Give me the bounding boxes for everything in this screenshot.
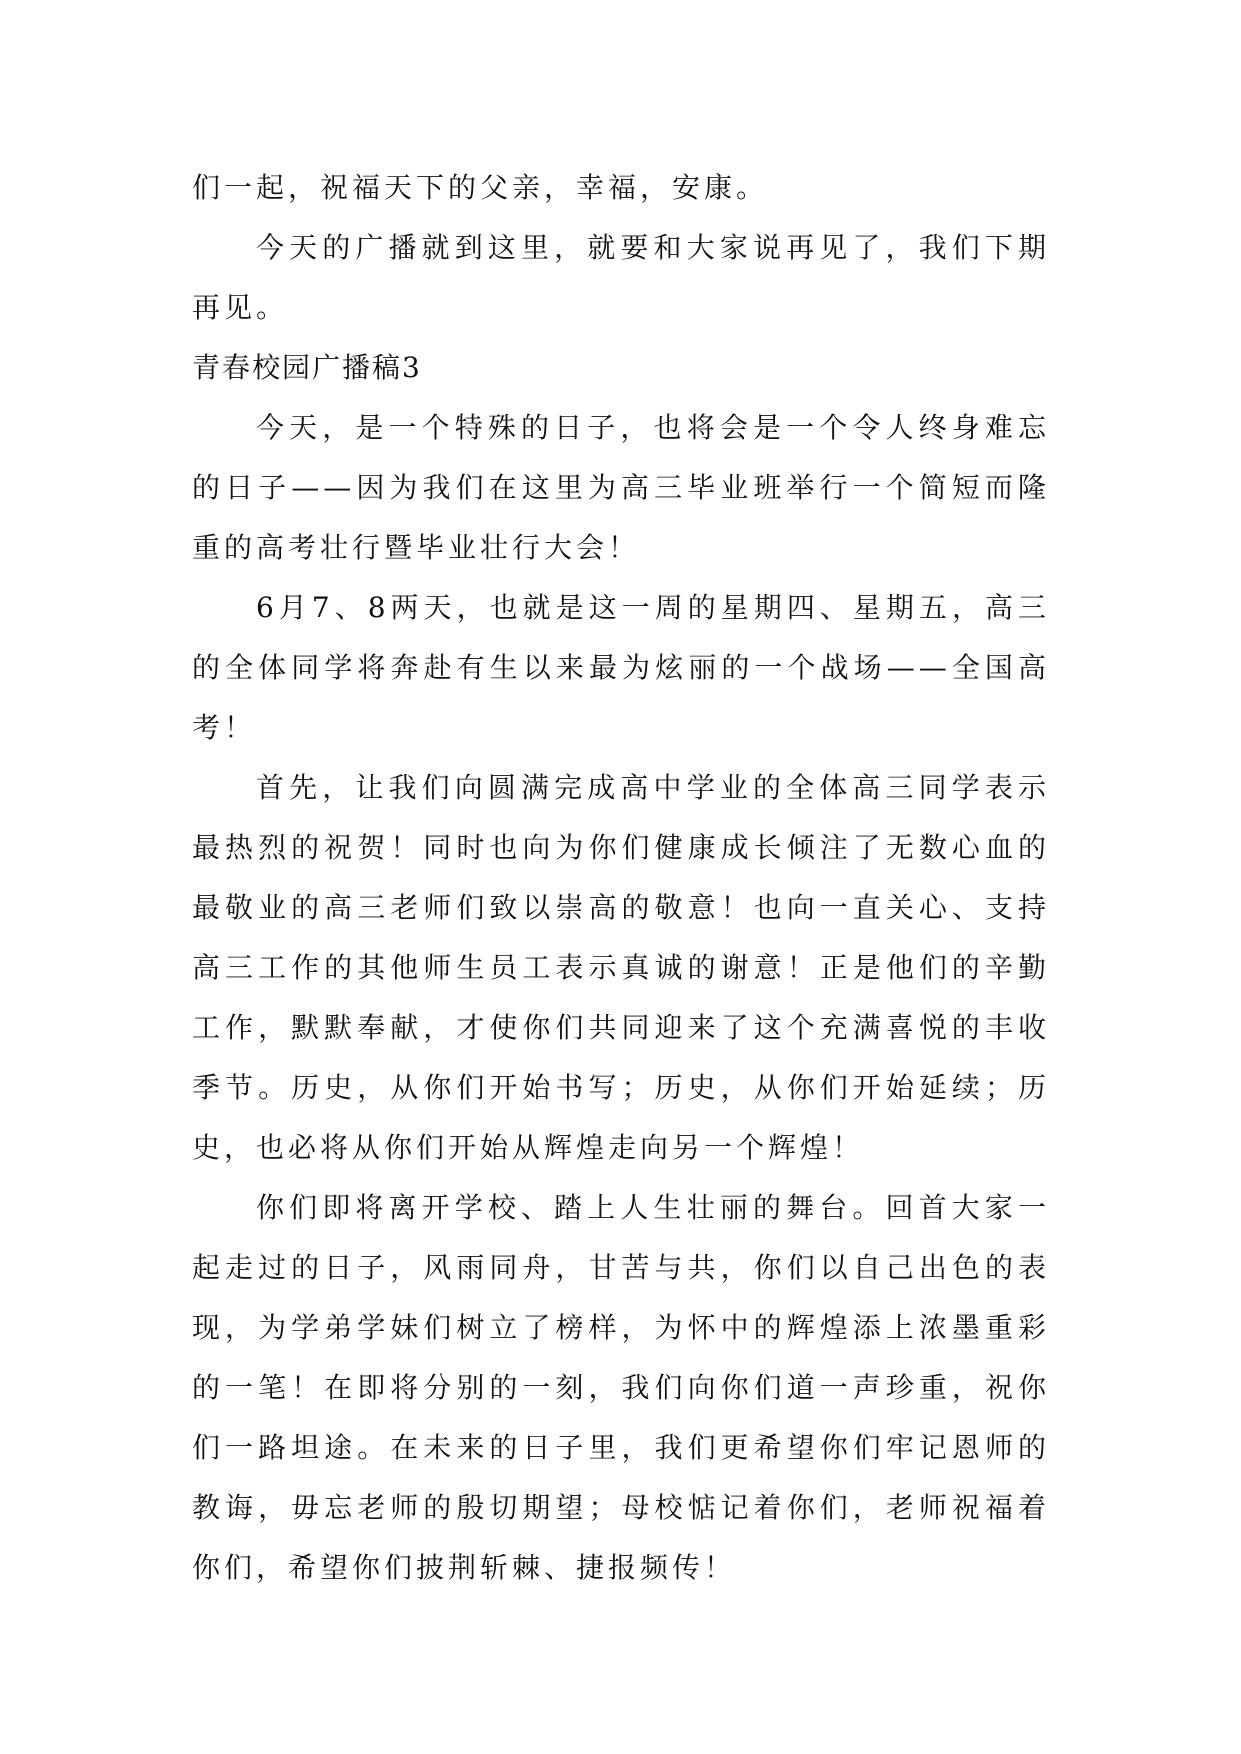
paragraph-closing: 今天的广播就到这里，就要和大家说再见了，我们下期再见。: [192, 231, 1050, 324]
paragraph-farewell: 你们即将离开学校、踏上人生壮丽的舞台。回首大家一起走过的日子，风雨同舟，甘苦与共，你们以自己出色的表现，为学弟学妹们树立了榜样，为怀中的辉煌添上浓墨重彩的一笔！在即将分别的一刻，我们向你们道一声珍重，祝你们一路坦途。在未来的日子里，我们更希望你们牢记恩师的教诲，毋忘老师的殷切期望；母校惦记着你们，老师祝福着你们，希望你们披荆斩棘、捷报频传！: [192, 1191, 1050, 1584]
paragraph-congratulations: 首先，让我们向圆满完成高中学业的全体高三同学表示最热烈的祝贺！同时也向为你们健康成长倾注了无数心血的最敬业的高三老师们致以崇高的敬意！也向一直关心、支持高三工作的其他师生员工表示真诚的谢意！正是他们的辛勤工作，默默奉献，才使你们共同迎来了这个充满喜悦的丰收季节。历史，从你们开始书写；历史，从你们开始延续；历史，也必将从你们开始从辉煌走向另一个辉煌！: [192, 771, 1050, 1164]
paragraph-intro: 今天，是一个特殊的日子，也将会是一个令人终身难忘的日子——因为我们在这里为高三毕业班举行一个简短而隆重的高考壮行暨毕业壮行大会！: [192, 411, 1050, 564]
section-heading: 青春校园广播稿3: [192, 351, 422, 384]
paragraph-exam-dates: 6月7、8两天，也就是这一周的星期四、星期五，高三的全体同学将奔赴有生以来最为炫丽的一个战场——全国高考！: [192, 591, 1050, 744]
document-body: [192, 158, 1050, 1598]
paragraph-continuation: 们一起，祝福天下的父亲，幸福，安康。: [192, 171, 769, 204]
